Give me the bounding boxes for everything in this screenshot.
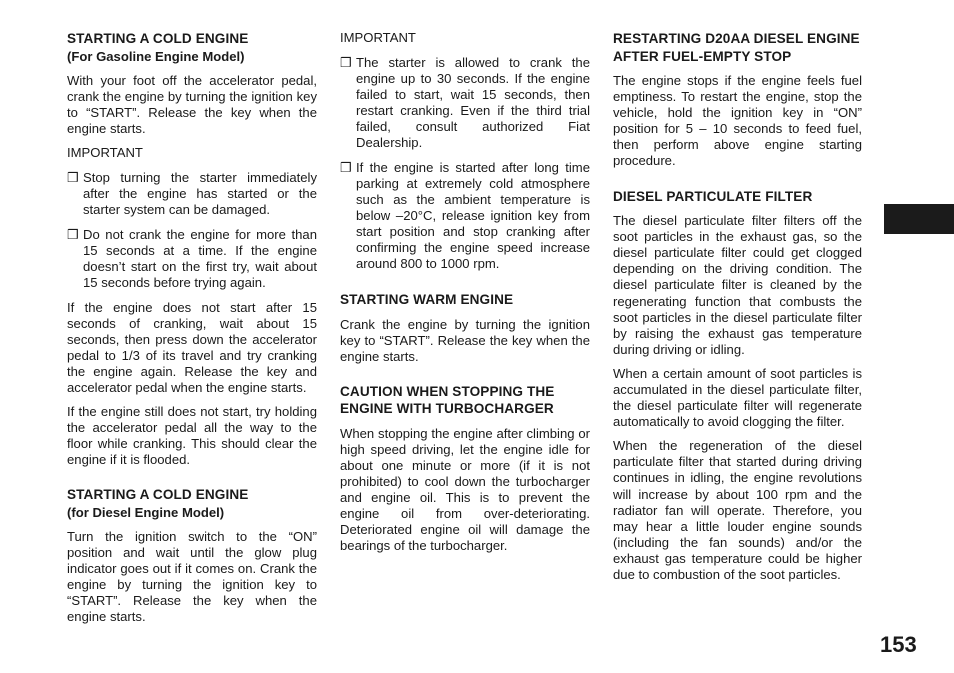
section-subheading-diesel: (for Diesel Engine Model) [67,504,225,520]
checkbox-bullet-icon: ❒ [340,55,352,70]
section-heading-restart-diesel: RESTARTING D20AA DIESEL ENGINE AFTER FUEL-EMPTY STOP [613,31,860,64]
column-middle [340,30,590,562]
section-heading-cold-diesel: STARTING A COLD ENGINE [67,487,249,503]
paragraph-turbocharger: When stopping the engine after climbing or high speed driving, let the engine idle for about one minute or more (if it is not prohibited) to cool down the turbocharger and engine oil. This is to prevent the engine oil from over-deteriorating. Deteriorated engine oil will damage the bearings of the turbocharger. [340,425,590,554]
column-right [613,30,862,591]
section-heading-dpf: DIESEL PARTICULATE FILTER [613,188,813,204]
section-tab-marker [884,204,954,234]
bullet-item [340,160,590,272]
section-heading-warm-engine: STARTING WARM ENGINE [340,292,514,307]
important-label: IMPORTANT [340,30,416,45]
section-subheading-gasoline: (For Gasoline Engine Model) [67,48,245,64]
section-heading-turbocharger: CAUTION WHEN STOPPING THE ENGINE WITH TURBOCHARGER [340,383,555,416]
page-number: 153 [880,632,917,657]
paragraph-cold-gasoline: With your foot off the accelerator pedal, crank the engine by turning the ignition key to “START”. Release the key when the engine starts. [67,72,317,136]
paragraph-warm-engine: Crank the engine by turning the ignition key to “START”. Release the key when the engine starts. [340,316,590,364]
checkbox-bullet-icon: ❒ [340,160,352,175]
bullet-text: Do not crank the engine for more than 15 seconds at a time. If the engine doesn’t start on the first try, wait about 15 seconds before trying again. [83,226,317,291]
paragraph-dpf-3: When the regeneration of the diesel particulate filter that started during driving continues in idling, the engine revolutions will increase by about 100 rpm and the radiator fan will operate. Therefore, you may hear a little louder engine sounds (including the fan sounds) and/or the exhaust gas temperature could be higher due to combustion of the soot particles. [613,438,862,583]
paragraph-dpf-1: The diesel particulate filter filters off the soot particles in the exhaust gas, so the diesel particulate filter could get clogged depending on the driving condition. The diesel particulate filter is cleaned by the regenerating function that combusts the soot particles in the diesel particulate filter by raising the exhaust gas temperature during driving or idling. [613,213,862,357]
section-heading-cold-gasoline: STARTING A COLD ENGINE [67,31,249,46]
paragraph-no-start: If the engine does not start after 15 seconds of cranking, wait about 15 seconds, then press down the accelerator pedal to 1/3 of its travel and try cranking the engine again. Release the key and accelerator pedal when the engine starts. [67,300,317,396]
column-left [67,30,317,633]
bullet-text: If the engine is started after long time parking at extremely cold atmosphere such as the ambient temperature is below –20°C, release ignition key from start position and stop cranking after confirming the engine speed increase around 800 to 1000 rpm. [356,160,590,271]
paragraph-cold-diesel: Turn the ignition switch to the “ON” position and wait until the glow plug indicator goes out if it comes on. Crank the engine by turning the ignition key to “START”. Release the key when the engine starts. [67,528,317,624]
bullet-text: Stop turning the starter immediately after the engine has started or the starter system can be damaged. [83,169,317,217]
bullet-item [67,170,317,218]
checkbox-bullet-icon: ❒ [67,169,79,185]
important-label: IMPORTANT [67,144,143,160]
bullet-item [67,227,317,291]
bullet-text: The starter is allowed to crank the engine up to 30 seconds. If the engine failed to start, wait 15 seconds, then restart cranking. Even if the third trial failed, consult authorized Fiat Dealership. [356,55,590,150]
paragraph-dpf-2: When a certain amount of soot particles is accumulated in the diesel particulate filter, the diesel particulate filter will regenerate automatically to avoid clogging the filter. [613,365,862,430]
bullet-item [340,55,590,151]
paragraph-flooded: If the engine still does not start, try holding the accelerator pedal all the way to the floor while cranking. This should clear the engine if it is flooded. [67,404,317,468]
checkbox-bullet-icon: ❒ [67,226,79,242]
paragraph-restart-diesel: The engine stops if the engine feels fuel emptiness. To restart the engine, stop the vehicle, hold the ignition key in “ON” position for 5 – 10 seconds to feed fuel, then perform above engine starting procedure. [613,73,862,169]
